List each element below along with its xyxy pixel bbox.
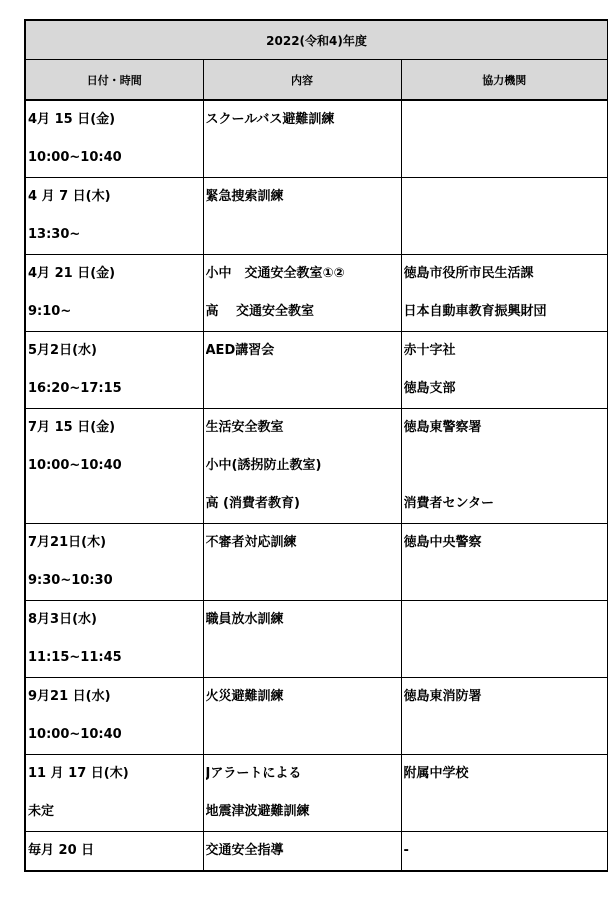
org-line: 日本自動車教育振興財団: [403, 304, 547, 319]
org-line: [404, 793, 606, 831]
content-line: 交通安全指導: [205, 843, 284, 858]
date-line: 10:00~10:40: [28, 150, 122, 165]
org-cell: [401, 601, 608, 678]
date-line: 4月 21 日(金): [28, 266, 116, 281]
org-line: 徳島中央警察: [403, 535, 482, 550]
content-line: Jアラートによる: [205, 766, 302, 781]
content-line: 小中 交通安全教室①②: [205, 266, 345, 281]
table-row: [25, 332, 608, 409]
content-line: [206, 562, 399, 600]
header-date: 日付・時間: [25, 60, 203, 101]
content-cell: [203, 332, 401, 409]
org-line: 徳島市役所市民生活課: [403, 266, 534, 281]
date-line: 10:00~10:40: [28, 458, 122, 473]
org-cell: [401, 678, 608, 755]
date-line: 8月3日(水): [28, 612, 97, 627]
table-row: [25, 524, 608, 601]
date-line: 4 月 7 日(木): [28, 189, 111, 204]
header-org: 協力機関: [401, 60, 608, 101]
content-line: [206, 216, 399, 254]
table-row: [25, 409, 608, 524]
org-cell: [401, 332, 608, 409]
content-line: [206, 639, 399, 677]
content-line: 火災避難訓練: [205, 689, 284, 704]
org-line: 徳島東消防署: [403, 689, 482, 704]
org-line: 附属中学校: [403, 766, 469, 781]
org-line: 徳島支部: [403, 381, 456, 396]
org-line: [404, 216, 606, 254]
date-line: [28, 485, 201, 523]
content-line: 小中(誘拐防止教室): [205, 458, 322, 473]
org-cell: [401, 755, 608, 832]
content-line: 不審者対応訓練: [205, 535, 297, 550]
date-line: 未定: [28, 804, 55, 819]
content-cell: [203, 409, 401, 524]
schedule-body: [25, 100, 608, 871]
table-title: 2022(令和4)年度: [25, 20, 608, 60]
content-line: 高 (消費者教育): [205, 496, 300, 511]
content-line: AED講習会: [205, 343, 275, 358]
date-line: 11:15~11:45: [28, 650, 122, 665]
org-cell: [401, 178, 608, 255]
content-line: [206, 716, 399, 754]
table-row: [25, 601, 608, 678]
date-line: 11 月 17 日(木): [28, 766, 129, 781]
org-line: [404, 562, 606, 600]
content-cell: [203, 524, 401, 601]
date-cell: [25, 524, 203, 601]
date-line: 10:00~10:40: [28, 727, 122, 742]
org-line: [404, 447, 606, 485]
content-cell: [203, 601, 401, 678]
date-line: 9:30~10:30: [28, 573, 113, 588]
date-line: 16:20~17:15: [28, 381, 122, 396]
title-row: [25, 20, 608, 60]
date-line: 9月21 日(水): [28, 689, 111, 704]
content-cell: [203, 255, 401, 332]
date-cell: [25, 255, 203, 332]
date-line: 5月2日(水): [28, 343, 97, 358]
table-row: [25, 755, 608, 832]
date-line: 毎月 20 日: [28, 843, 95, 858]
content-line: 高 交通安全教室: [205, 304, 315, 319]
org-cell: [401, 409, 608, 524]
table-row: [25, 178, 608, 255]
date-line: 7月21日(木): [28, 535, 107, 550]
content-line: 緊急捜索訓練: [205, 189, 284, 204]
content-cell: [203, 832, 401, 872]
content-line: 地震津波避難訓練: [205, 804, 310, 819]
content-cell: [203, 100, 401, 178]
org-cell: [401, 832, 608, 872]
org-line: [404, 101, 606, 139]
date-cell: [25, 178, 203, 255]
header-row: [25, 60, 608, 101]
content-cell: [203, 755, 401, 832]
org-line: 赤十字社: [403, 343, 456, 358]
org-line: [404, 178, 606, 216]
date-cell: [25, 678, 203, 755]
date-cell: [25, 601, 203, 678]
content-line: 職員放水訓練: [205, 612, 284, 627]
org-line: [404, 716, 606, 754]
date-line: 7月 15 日(金): [28, 420, 116, 435]
table-row: [25, 255, 608, 332]
org-line: 徳島東警察署: [403, 420, 482, 435]
table-row: [25, 678, 608, 755]
date-cell: [25, 409, 203, 524]
org-cell: [401, 524, 608, 601]
date-cell: [25, 755, 203, 832]
content-line: 生活安全教室: [205, 420, 284, 435]
org-line: [404, 639, 606, 677]
table-row: [25, 832, 608, 872]
date-cell: [25, 332, 203, 409]
schedule-table: [24, 19, 608, 872]
org-line: [404, 139, 606, 177]
org-line: [404, 601, 606, 639]
date-line: 13:30~: [28, 227, 81, 242]
date-cell: [25, 832, 203, 872]
date-cell: [25, 100, 203, 178]
header-content: 内容: [203, 60, 401, 101]
content-line: [206, 370, 399, 408]
table-row: [25, 100, 608, 178]
content-cell: [203, 178, 401, 255]
org-cell: [401, 255, 608, 332]
org-line: -: [403, 843, 409, 858]
date-line: 9:10~: [28, 304, 72, 319]
content-line: スクールバス避難訓練: [205, 112, 335, 127]
date-line: 4月 15 日(金): [28, 112, 116, 127]
content-line: [206, 139, 399, 177]
org-cell: [401, 100, 608, 178]
content-cell: [203, 678, 401, 755]
org-line: 消費者センター: [403, 496, 494, 511]
